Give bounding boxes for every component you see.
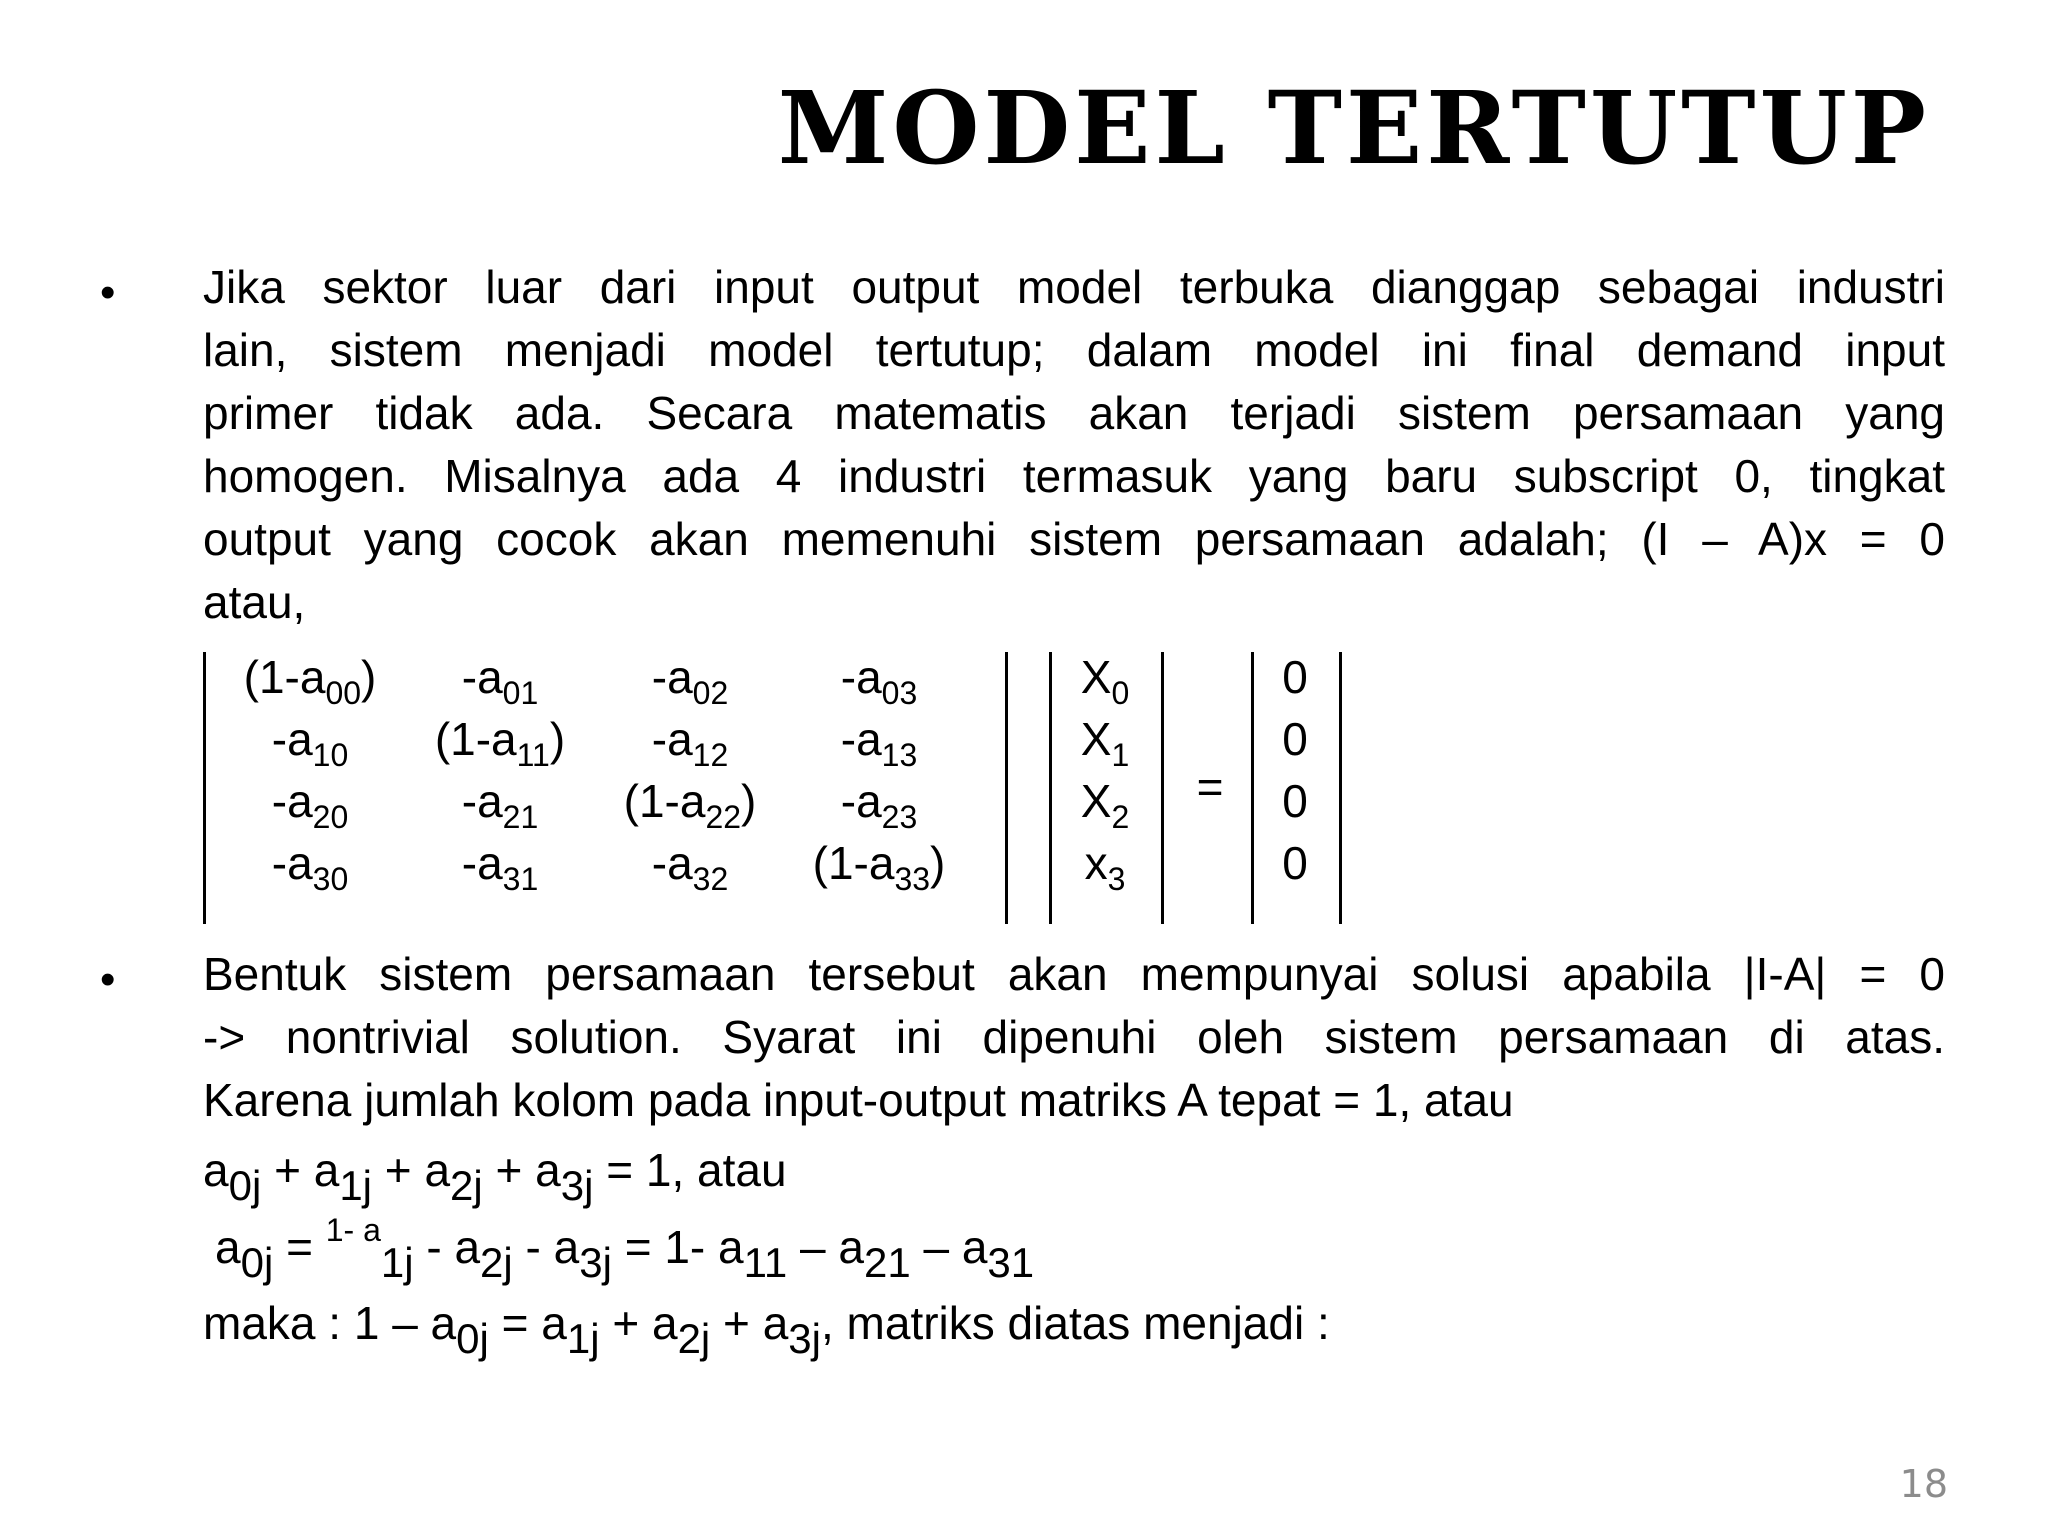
matrix-cell-a20: $-a_{20}$ xyxy=(271,775,349,835)
equation-subscript: 1j xyxy=(380,1239,414,1286)
paragraph-1-line: Jika sektor luar dari input output model terbuka dianggap sebagai industri xyxy=(203,261,1945,313)
vector-zero-entry: 0 xyxy=(1282,837,1308,889)
vector-x-entry: $X_1$ xyxy=(1080,713,1130,773)
vector-x-entry: $x_3$ xyxy=(1084,837,1126,897)
matrix-cell-a30: $-a_{30}$ xyxy=(271,837,349,897)
vector-x-subscript: 3 xyxy=(1107,861,1126,897)
paragraph-1-line: homogen. Misalnya ada 4 industri termasuk yang baru subscript 0, tingkat xyxy=(203,450,1945,502)
page-number: 18 xyxy=(1899,1462,1948,1506)
equation-subscript: 0j xyxy=(456,1315,489,1362)
bullet-2: • xyxy=(100,955,116,1004)
vector-zero-entry: 0 xyxy=(1282,651,1308,703)
matrix-cell-a32: $-a_{32}$ xyxy=(651,837,729,897)
matrix-cell-a23: $-a_{23}$ xyxy=(840,775,918,835)
bullet-1: • xyxy=(100,268,116,317)
matrix-cell-a10: $-a_{10}$ xyxy=(271,713,349,773)
matrix-cell-subscript: 22 xyxy=(705,799,742,835)
equation-conclusion: maka : $1 - a_{0j} = a_{1j} + a_{2j} + a_{3j}$, matriks diatas menjadi : xyxy=(203,1297,1330,1362)
equation-subscript: 2j xyxy=(480,1239,513,1286)
vector-x-subscript: 1 xyxy=(1111,737,1130,773)
matrix-cell-subscript: 23 xyxy=(881,799,918,835)
matrix-a-left-bar xyxy=(203,652,206,924)
matrix-cell-subscript: 02 xyxy=(692,675,729,711)
equation-subscript: 0j xyxy=(228,1162,262,1209)
matrix-cell-subscript: 31 xyxy=(502,861,539,897)
matrix-cell-subscript: 01 xyxy=(502,675,539,711)
matrix-cell-a11: $(1-a_{11})$ xyxy=(434,713,566,773)
matrix-cell-a33: $(1-a_{33})$ xyxy=(812,837,946,897)
equation-subscript: 2j xyxy=(677,1315,711,1362)
matrix-cell-a02: $-a_{02}$ xyxy=(651,651,729,711)
equation-subscript: 1j xyxy=(566,1315,600,1362)
paragraph-2-line: Bentuk sistem persamaan tersebut akan mempunyai solusi apabila |I-A| = 0 xyxy=(203,948,1945,1000)
equation-subscript: 21 xyxy=(863,1239,911,1286)
matrix-cell-subscript: 00 xyxy=(325,675,362,711)
matrix-cell-a01: $-a_{01}$ xyxy=(461,651,539,711)
matrix-cell-subscript: 10 xyxy=(312,737,349,773)
equation-subscript: 31 xyxy=(987,1239,1035,1286)
matrix-cell-a00: $(1-a_{00})$ xyxy=(243,651,377,711)
equation-subscript: 1j xyxy=(339,1162,373,1209)
slide-title: MODEL TERTUTUP xyxy=(777,69,1930,187)
equation-superscript: 1- a xyxy=(325,1212,381,1248)
paragraph-1-line: primer tidak ada. Secara matematis akan terjadi sistem persamaan yang xyxy=(203,387,1945,439)
matrix-a-right-bar xyxy=(1005,652,1008,924)
equation-subscript: 3j xyxy=(788,1315,821,1362)
matrix-cell-subscript: 11 xyxy=(516,737,550,773)
paragraph-1-line: output yang cocok akan memenuhi sistem persamaan adalah; (I – A)x = 0 xyxy=(203,513,1945,565)
equation-column-sum: $a_{0j} + a_{1j} + a_{2j} + a_{3j} = 1$, atau xyxy=(203,1144,787,1209)
equation-subscript: 3j xyxy=(560,1162,594,1209)
matrix-cell-a21: $-a_{21}$ xyxy=(461,775,539,835)
vector-zero-entry: 0 xyxy=(1282,775,1308,827)
matrix-equation xyxy=(200,652,1350,924)
matrix-cell-a31: $-a_{31}$ xyxy=(461,837,539,897)
paragraph-1 xyxy=(203,256,1945,634)
matrix-cell-subscript: 33 xyxy=(894,861,931,897)
matrix-cell-a03: $-a_{03}$ xyxy=(840,651,918,711)
equation-subscript: 11 xyxy=(743,1239,788,1286)
matrix-cell-subscript: 32 xyxy=(692,861,729,897)
vector-x-subscript: 2 xyxy=(1111,799,1130,835)
paragraph-2-line: -> nontrivial solution. Syarat ini dipenuhi oleh sistem persamaan di atas. xyxy=(203,1011,1945,1063)
vector-x-entry: $X_0$ xyxy=(1080,651,1130,711)
matrix-cell-a13: $-a_{13}$ xyxy=(840,713,918,773)
equation-subscript: 3j xyxy=(579,1239,612,1286)
vector-zero-right-bar xyxy=(1339,652,1342,924)
matrix-cell-a22: $(1-a_{22})$ xyxy=(623,775,757,835)
vector-zero-entry: 0 xyxy=(1282,713,1308,765)
equals-sign: = xyxy=(1196,761,1224,813)
paragraph-1-line: lain, sistem menjadi model tertutup; dalam model ini final demand input xyxy=(203,324,1945,376)
equation-subscript: 0j xyxy=(240,1239,274,1286)
equation-a0j: $a_{0j} = ^{1- a}_{1j} - a_{2j} - a_{3j} = 1-$ $a_{11} - a_{21} - a_{31}$ xyxy=(215,1212,1035,1286)
paragraph-2-line: Karena jumlah kolom pada input-output matriks A tepat = 1, atau xyxy=(203,1074,1514,1126)
vector-x-subscript: 0 xyxy=(1111,675,1130,711)
vector-x-left-bar xyxy=(1049,652,1052,924)
matrix-cell-subscript: 13 xyxy=(881,737,918,773)
vector-x-entry: $X_2$ xyxy=(1080,775,1130,835)
paragraph-2 xyxy=(203,943,1945,1132)
matrix-cell-subscript: 03 xyxy=(881,675,918,711)
matrix-cell-subscript: 20 xyxy=(312,799,349,835)
matrix-cell-subscript: 12 xyxy=(692,737,729,773)
equation-subscript: 2j xyxy=(450,1162,483,1209)
matrix-cell-a12: $-a_{12}$ xyxy=(651,713,729,773)
matrix-cell-subscript: 21 xyxy=(502,799,539,835)
matrix-cell-subscript: 30 xyxy=(312,861,349,897)
vector-x-right-bar xyxy=(1161,652,1164,924)
paragraph-1-line: atau, xyxy=(203,576,306,628)
vector-zero-left-bar xyxy=(1251,652,1254,924)
